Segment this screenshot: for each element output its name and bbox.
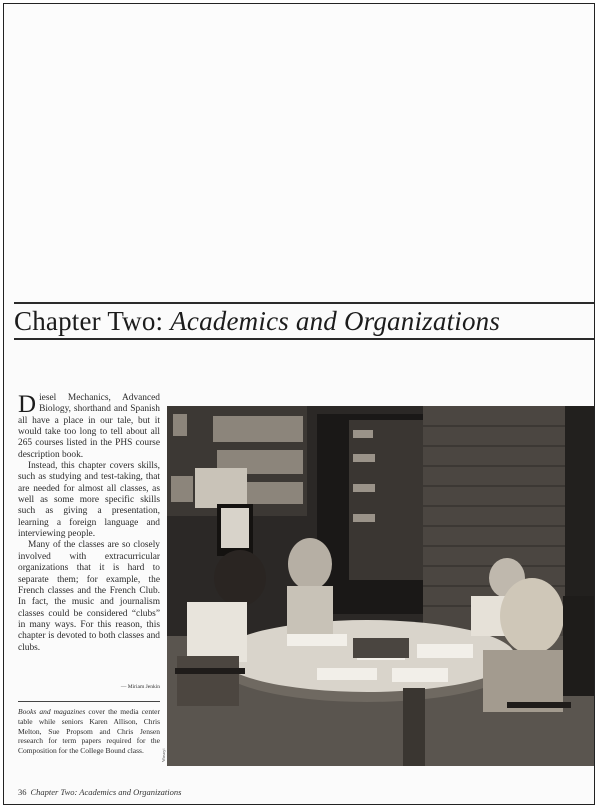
drop-cap: D (18, 391, 37, 418)
caption-text: cover the media center table while seniors Karen Allison, Chris Melton, Sue Propsom and Chris Jensen research for term papers required for the Composition for the College Bound class. (18, 707, 160, 756)
running-title: Chapter Two: Academics and Organizations (30, 787, 182, 797)
blank-top-area (4, 4, 594, 300)
photo-caption (18, 707, 160, 756)
body-paragraph-3: Many of the classes are so closely involved with extracurricular organizations that it is hard to separate them; for example, the French classes and the French Club. In fact, the music and journalism classes could be considered “clubs” in many ways. For this reason, this chapter is devoted to both classes and clubs. (18, 540, 160, 653)
library-photo-illustration (167, 406, 595, 766)
body-text (18, 393, 160, 654)
chapter-title (14, 304, 595, 338)
chapter-title-italic: Academics and Organizations (170, 306, 501, 336)
chapter-title-plain: Chapter Two: (14, 306, 171, 336)
body-paragraph-1 (18, 393, 160, 461)
yearbook-page (3, 3, 595, 805)
photo-credit-text: Wosnyi (161, 748, 166, 762)
byline: — Miriam Jenkin (120, 684, 160, 690)
photo-credit (160, 734, 166, 764)
page-number: 36 (18, 787, 27, 797)
caption-lead: Books and magazines (18, 707, 86, 716)
body-paragraph-2: Instead, this chapter covers skills, such as studying and test-taking, that are needed for almost all classes, as well as some more specific skills such as giving a presentation, learning a foreign language and interviewing people. (18, 461, 160, 540)
library-photo (167, 406, 595, 766)
caption-rule (18, 701, 160, 702)
page-footer (18, 787, 418, 797)
title-rule-bottom (14, 338, 595, 340)
paragraph-1-text: iesel Mechanics, Advanced Biology, shorthand and Spanish all have a place in our tale, but it would take too long to tell about all 265 courses listed in the PHS course description book. (18, 393, 160, 460)
